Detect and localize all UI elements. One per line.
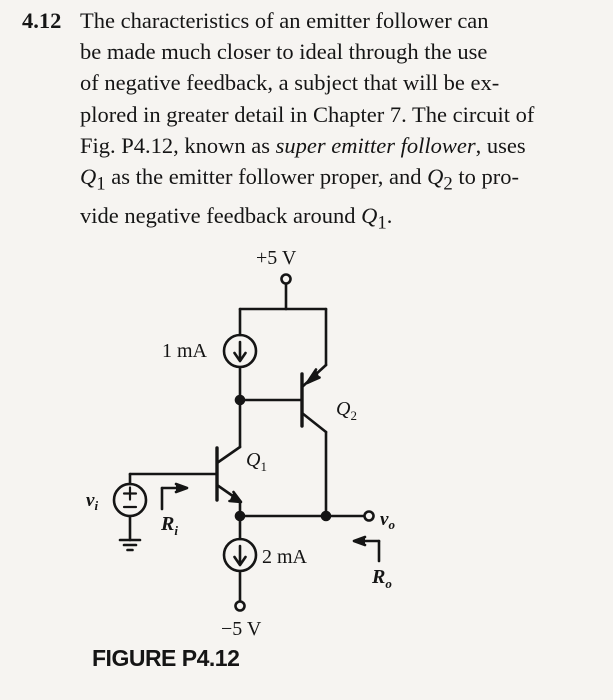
positive-supply-label: +5 V	[256, 247, 297, 269]
problem-line-2: be made much closer to ideal through the use	[80, 39, 488, 65]
current-source-2ma-label: 2 mA	[262, 546, 307, 568]
input-resistance-label: $R_i$	[161, 513, 178, 538]
q2-collector-lead	[302, 413, 326, 432]
problem-line-4: plored in greater detail in Chapter 7. The circuit of	[80, 101, 535, 127]
output-resistance-label: $R_o$	[372, 566, 392, 591]
problem-line-3: of negative feedback, a subject that will be ex-	[80, 70, 500, 96]
figure-caption: FIGURE P4.12	[92, 645, 240, 671]
negative-supply-label: −5 V	[221, 618, 262, 640]
junction-output	[322, 512, 330, 520]
problem-line-7: vide negative feedback around $Q_1$.	[80, 202, 393, 234]
q1-label: $Q_1$	[246, 449, 267, 474]
problem-body	[80, 5, 592, 238]
input-source-label: $v_i$	[86, 490, 99, 513]
input-resistance-arrow-head	[176, 484, 187, 492]
problem-line-1: The characteristics of an emitter follower can	[80, 8, 489, 33]
problem-text	[22, 5, 592, 238]
super-emitter-follower-term: super emitter follower	[275, 132, 476, 158]
output-resistance-arrow-head	[354, 537, 365, 545]
problem-number: 4.12	[22, 8, 62, 33]
output-terminal	[365, 512, 374, 521]
q1-collector-lead	[217, 447, 240, 463]
positive-supply-terminal	[282, 275, 291, 284]
circuit-diagram	[0, 230, 613, 700]
current-source-1ma-label: 1 mA	[162, 340, 207, 362]
problem-line-5: Fig. P4.12, known as super emitter follower, uses	[80, 132, 526, 158]
q2-label: $Q_2$	[336, 398, 357, 423]
negative-supply-terminal	[236, 602, 245, 611]
problem-line-6: $Q_1$ as the emitter follower proper, and $Q_2$ to pro-	[80, 164, 519, 195]
output-voltage-label: $v_o$	[380, 509, 395, 532]
